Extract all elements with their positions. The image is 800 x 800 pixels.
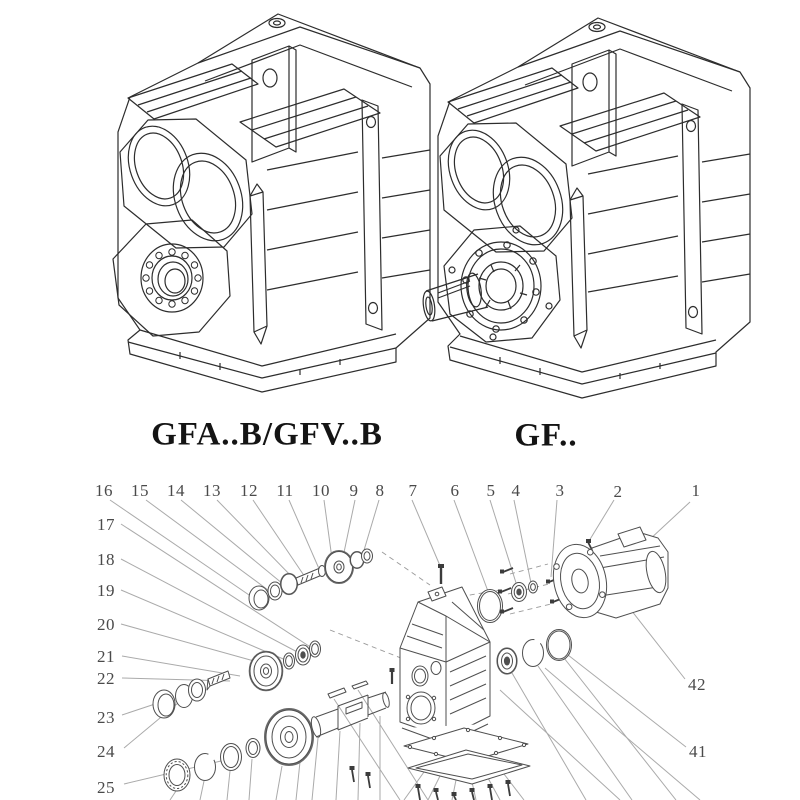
callout-2: 2 <box>613 482 623 501</box>
caption-gf: GF.. <box>514 417 578 454</box>
callout-42: 42 <box>688 675 706 694</box>
callout-19: 19 <box>97 581 115 600</box>
callout-12: 12 <box>240 481 258 500</box>
callout-14: 14 <box>167 481 185 500</box>
callout-4: 4 <box>511 481 521 500</box>
callout-21: 21 <box>97 647 115 666</box>
callout-8: 8 <box>375 481 385 500</box>
callout-23: 23 <box>97 708 115 727</box>
callout-1: 1 <box>691 481 701 500</box>
callout-22: 22 <box>97 669 115 688</box>
callout-5: 5 <box>486 481 496 500</box>
callout-15: 15 <box>131 481 149 500</box>
callout-17: 17 <box>97 515 115 534</box>
callout-9: 9 <box>349 481 359 500</box>
callout-3: 3 <box>555 481 565 500</box>
callout-24: 24 <box>97 742 115 761</box>
callout-41: 41 <box>689 742 707 761</box>
callout-13: 13 <box>203 481 221 500</box>
callout-18: 18 <box>97 550 115 569</box>
callout-6: 6 <box>450 481 460 500</box>
callout-10: 10 <box>312 481 330 500</box>
callout-25: 25 <box>97 778 115 797</box>
callout-16: 16 <box>95 481 113 500</box>
callout-7: 7 <box>408 481 418 500</box>
caption-gfab: GFA..B/GFV..B <box>151 416 383 453</box>
callout-11: 11 <box>276 481 294 500</box>
callout-20: 20 <box>97 615 115 634</box>
